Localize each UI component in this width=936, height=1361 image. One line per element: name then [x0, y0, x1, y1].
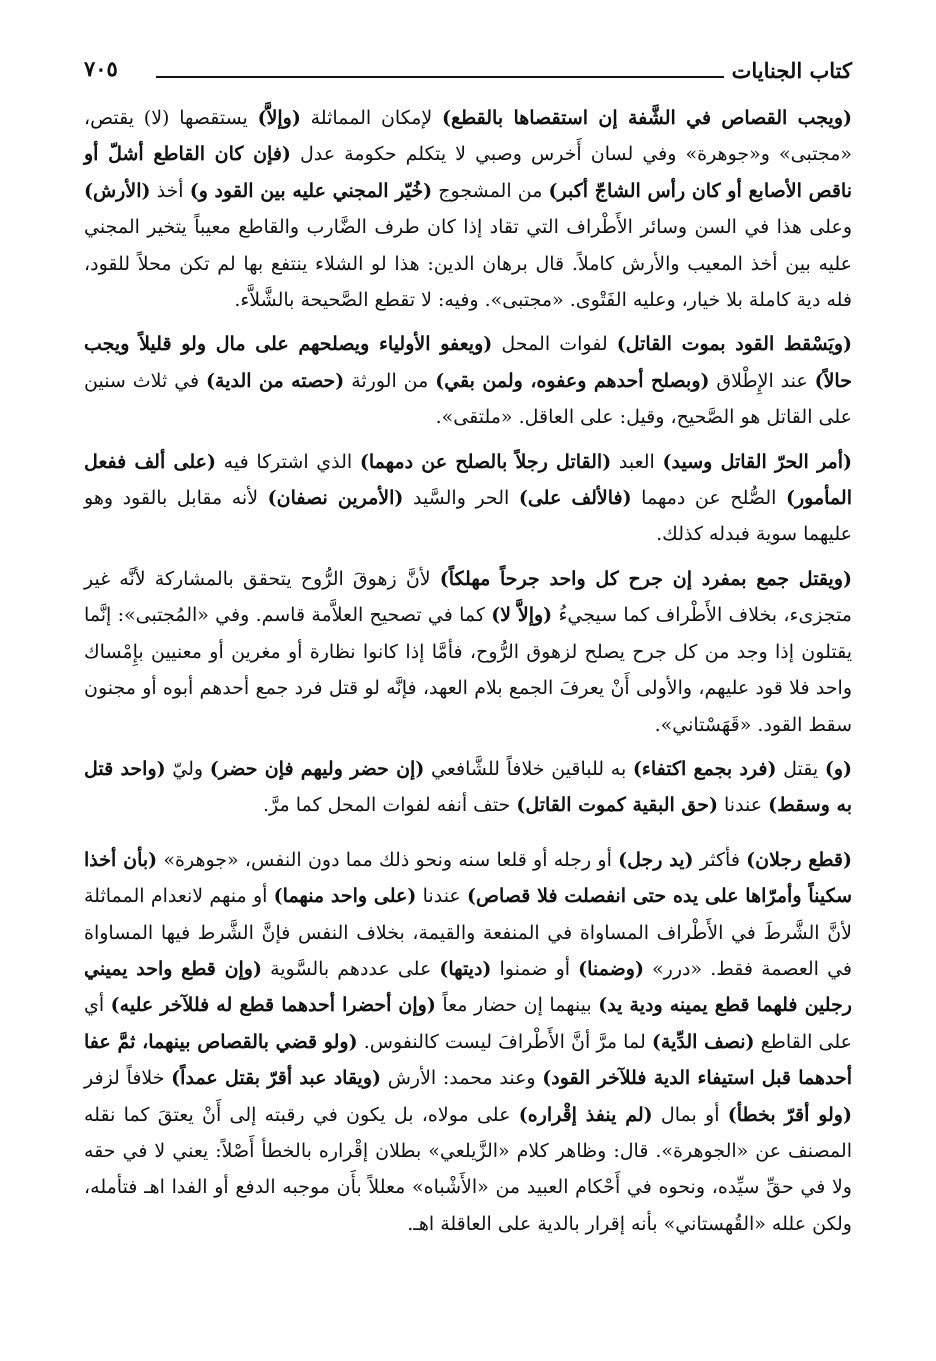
commentary-text: كما في تصحيح العلاَّمة قاسم. وفي «المُجتبى»: إنَّما يقتلون إذا وجد من كل جرح يصلح لزهوق الرُّوح، فأمَّا إذا كانوا نظارة أو مغرين أو معنيين بإِمْساك واحد فلا قود عليهم، والأولى أَنْ يعرفَ الجمع بلام العهد، فإنَّه لو قتل فرد جمع أحدهم أبوه أو مجنون سقط القود. «قَهَسْتاني».	[84, 604, 852, 736]
page-number: ٧٠٥	[84, 56, 118, 81]
commentary-text: الصُّلح عن دمهما	[631, 487, 786, 510]
paragraph	[84, 326, 852, 435]
commentary-text: الحر والسَّيد	[403, 487, 519, 510]
matn-text: (قطع رجلان)	[746, 848, 852, 871]
book-title: كتاب الجنايات	[731, 58, 852, 83]
commentary-text: يستقصها (لا) يقتص، «مجتبى» و«جوهرة» وفي لسان أَخرس وصبي لا يتكلم حكومة عدل	[84, 107, 852, 166]
commentary-text: لأنه مقابل بالقود وهو عليهما سوية فبدله كذلك.	[84, 487, 852, 546]
commentary-text: أخذ	[150, 179, 190, 202]
running-header	[84, 52, 852, 96]
commentary-text: أو رجله أو قلعا سنه ونحو ذلك مما دون النفس، «جوهرة»	[157, 848, 619, 871]
matn-text: (فرد بجمع اكتفاء)	[632, 757, 777, 780]
commentary-text: وعند محمد: الأرش	[381, 1067, 543, 1090]
matn-text: (لم ينفذ إقْراره)	[518, 1103, 653, 1126]
matn-text: (وضمنا)	[578, 957, 644, 980]
book-page	[84, 52, 852, 1342]
commentary-text: عندنا	[416, 885, 468, 908]
matn-text: (حصته من الدية)	[206, 369, 345, 392]
commentary-text: العبد	[611, 450, 663, 473]
matn-text: (الأمرين نصفان)	[267, 487, 404, 510]
commentary-text: أو منهم لانعدام المماثلة لأنَّ الشَّرطَ في الأَطْراف المساواة في المنفعة والقيمة، بخلاف النفس فإنَّ الشَّرط فيها المساواة في العصمة فقط. «درر»	[84, 885, 852, 980]
matn-text: (حق البقية كموت القاتل)	[516, 794, 718, 817]
commentary-text: يقتل	[776, 757, 825, 780]
matn-text: (و)	[824, 757, 852, 780]
matn-text: (ويَسْقط القود بموت القاتل)	[616, 333, 852, 356]
matn-text: (أمر الحرّ القاتل وسيد)	[662, 450, 853, 473]
matn-text: (وإن قطع واحد يميني رجلين فلهما قطع يمينه ودية يد)	[84, 957, 852, 1017]
matn-text: (إن حضر وليهم فإن حضر)	[209, 757, 425, 780]
commentary-text: وليّ	[165, 757, 210, 780]
matn-text: (على واحد منهما)	[273, 885, 417, 908]
matn-text: (وإلاَّ لا)	[491, 604, 553, 627]
matn-text: (ويجب القصاص في الشَّفة إن استقصاها بالقطع)	[441, 107, 852, 129]
matn-text: (ديتها)	[439, 957, 492, 980]
matn-text: (نصف الدِّية)	[651, 1030, 755, 1053]
matn-text: (يد رجل)	[618, 848, 694, 871]
matn-text: (خُيّر المجني عليه بين القود و)	[189, 179, 433, 202]
commentary-text: وعلى هذا في السن وسائر الأَطْراف التي تقاد إذا كان طرف الضَّارب والقاطع معيباً يتخير المجني عليه بين أخذ المعيب والأرش كاملاً. قال برهان الدين: هذا لو الشلاء ينتفع بها لم تكن محلاً للقود، فله دية كاملة بلا خيار، وعليه الفَتْوى. «مجتبى». وفيه: لا تقطع الصَّحيحة بالشَّلاَّء.	[84, 216, 852, 312]
matn-text: (واحد قتل به وسقط)	[84, 757, 852, 817]
commentary-text: لإمكان المماثلة	[300, 107, 442, 129]
matn-text: (ويقاد عبد أقرّ بقتل عمداً)	[171, 1067, 382, 1090]
paragraph	[84, 842, 852, 1242]
matn-text: (ولو قضي بالقصاص بينهما، ثمَّ عفا أحدهما قبل استيفاء الدية فللآخر القود)	[84, 1030, 852, 1090]
commentary-text: على عددهم بالسَّوية	[261, 957, 440, 980]
matn-text: (وإن أحضرا أحدهما قطع له فللآخر عليه)	[110, 994, 436, 1017]
body-text	[84, 100, 852, 1242]
commentary-text: الذي اشتركا فيه	[215, 450, 360, 473]
commentary-text: بينهما إن حضار معاً	[435, 994, 599, 1017]
commentary-text: أو ضمنوا	[491, 957, 579, 980]
matn-text: (بأن أخذا سكيناً وأمرّاها على يده حتى انفصلت فلا قصاص)	[84, 848, 852, 908]
header-rule	[156, 76, 724, 78]
paragraph	[84, 444, 852, 553]
matn-text: (فالألف على)	[518, 487, 632, 510]
matn-text: (وبصلح أحدهم وعفوه، ولمن بقي)	[435, 369, 710, 392]
matn-text: (فإن كان القاطع أشلّ أو ناقص الأصابع أو كان رأس الشاجّ أكبر)	[84, 143, 853, 202]
commentary-text: حتف أنفه لفوات المحل كما مرَّ.	[262, 794, 517, 817]
commentary-text: لفوات المحل	[492, 333, 617, 356]
matn-text: (القاتل رجلاً بالصلح عن دمهما)	[359, 450, 612, 473]
commentary-text: عندنا	[717, 794, 769, 817]
commentary-text: على مولاه، بل يكون في رقبته إلى أَنْ يعتقَ كما نقله المصنف عن «الجوهرة». قال: وظاهر كلام «الزَّيلعي» بطلان إقْراره بالخطأ أَصْلاً: يعني لا في حقه ولا في حقِّ سيِّده، ونحوه في أَحْكام العبيد من «الأَشْباه» معللاً بأَن موجبه الدفع أو الفدا اهـ فتأمله، ولكن علله «القُهستاني» بأنه إقرار بالدية على العاقلة اهـ.	[84, 1103, 852, 1235]
commentary-text: أي على القاطع	[84, 994, 853, 1053]
commentary-text: عند الإِطْلاق	[709, 369, 815, 392]
commentary-text: أو بمال	[652, 1103, 728, 1126]
commentary-text: في ثلاث سنين على القاتل هو الصَّحيح، وقيل: على العاقل. «ملتقى».	[84, 369, 852, 429]
commentary-text: فأكثر	[693, 848, 747, 871]
commentary-text: من المشجوج	[432, 179, 549, 202]
matn-text: (وإلاَّ)	[257, 107, 301, 129]
commentary-text: من الورثة	[344, 369, 436, 392]
commentary-text: لأنَّ زهوقَ الرُّوح يتحقق بالمشاركة لأنَّه غير متجزىء، بخلاف الأَطْراف كما سيجيءُ	[84, 567, 852, 627]
matn-text: (ويعفو الأولياء ويصلحهم على مال ولو قليلاً ويجب حالاً)	[84, 333, 852, 392]
matn-text: (ولو أقرّ بخطأ)	[727, 1103, 852, 1126]
paragraph	[84, 751, 852, 824]
matn-text: (ويقتل جمع بمفرد إن جرح كل واحد جرحاً مهلكاً)	[439, 567, 852, 590]
commentary-text: به للباقين خلافاً للشَّافعي	[424, 757, 633, 780]
matn-text: (الأرش)	[84, 179, 151, 202]
matn-text: (على ألف ففعل المأمور)	[84, 450, 852, 510]
paragraph	[84, 100, 852, 318]
paragraph	[84, 561, 852, 743]
commentary-text: لما مرَّ أنَّ الأَطْرافَ ليست كالنفوس.	[357, 1030, 652, 1053]
commentary-text: خلافاً لزفر	[84, 1067, 172, 1090]
